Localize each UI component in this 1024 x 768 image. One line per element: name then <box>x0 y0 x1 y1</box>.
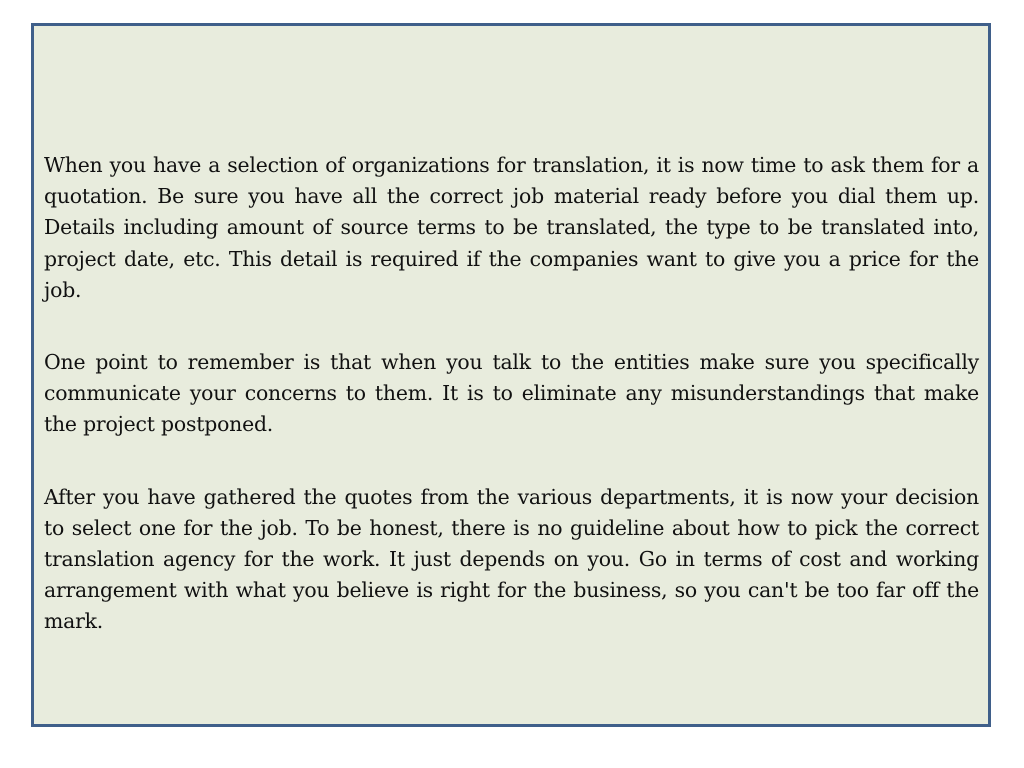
paragraph-3: After you have gathered the quotes from the various departments, it is now your decision to select one for the job. To be honest, there is no guideline about how to pick the correct translation agency for the work. It just depends on you. Go in terms of cost and working arrangement with what you believe is right for the business, so you can't be too far off the mark. <box>44 484 979 634</box>
paragraph-1: When you have a selection of organizations for translation, it is now time to ask them for a quotation. Be sure you have all the correct job material ready before you dial them up. Details including amount of source terms to be translated, the type to be translated into, project date, etc. This detail is required if the companies want to give you a price for the job. <box>44 153 979 302</box>
text-body <box>44 150 979 679</box>
slide-panel <box>31 23 991 727</box>
paragraph-2: One point to remember is that when you talk to the entities make sure you specifically communicate your concerns to them. It is to eliminate any misunderstandings that make the project postponed. <box>44 350 979 437</box>
